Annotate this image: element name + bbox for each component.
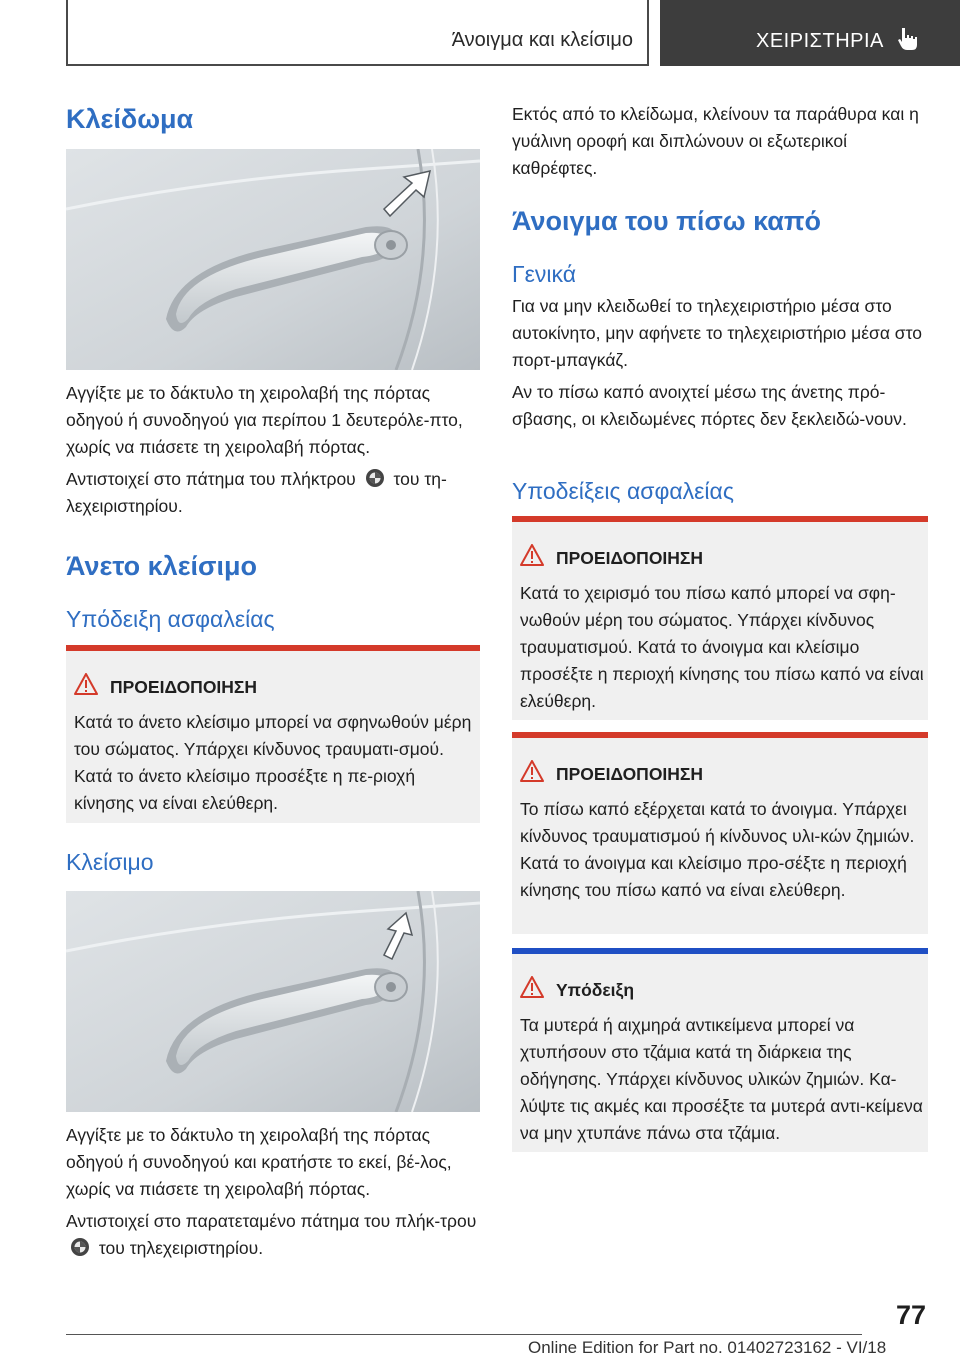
- paragraph-general-1: Για να μην κλειδωθεί το τηλεχειριστήριο μέσα στο αυτοκίνητο, μην αφήνετε το τηλεχειριστήριο μέσα στο πορτ-μπαγκάζ.: [512, 296, 923, 370]
- paragraph-locking-2a: Αντιστοιχεί στο πάτημα του πλήκτρου: [66, 469, 356, 489]
- remote-key-button-icon: [365, 468, 385, 488]
- remote-key-button-icon: [70, 1237, 90, 1257]
- heading-locking: Κλείδωμα: [66, 104, 194, 134]
- page-number: 77: [896, 1300, 927, 1330]
- paragraph-locking-2b: του τη-λεχειριστηρίου.: [66, 469, 447, 516]
- paragraph-closing-2: [66, 1208, 480, 1262]
- warning-title: ΠΡΟΕΙΔΟΠΟΙΗΣΗ: [110, 677, 258, 697]
- warning-box-tailgate-2: [512, 732, 928, 934]
- paragraph-closing-2a: Αντιστοιχεί στο παρατεταμένο πάτημα του πλήκ-τρου: [66, 1211, 477, 1231]
- header-chapter-box: [66, 0, 649, 66]
- warning-triangle-icon: [74, 673, 98, 695]
- heading-safety-notes: Υποδείξεις ασφαλείας: [512, 478, 734, 504]
- door-handle-photo-locking: [66, 149, 480, 370]
- footer-divider: [66, 1334, 862, 1335]
- note-title: Υπόδειξη: [556, 980, 635, 1000]
- section-title: ΧΕΙΡΙΣΤΗΡΙΑ: [756, 30, 884, 52]
- warning-text: Κατά το χειρισμό του πίσω καπό μπορεί να σφη-νωθούν μέρη του σώματος. Υπάρχει κίνδυνος τραυματισμού. Κατά το άνοιγμα και κλείσιμο προσέξτε η περιοχή κίνησης του πίσω καπό να είναι ελεύθερη.: [520, 583, 924, 711]
- footer-edition: Online Edition for Part no. 01402723162 - VI/18: [528, 1338, 887, 1357]
- paragraph-intro: Εκτός από το κλείδωμα, κλείνουν τα παράθυρα και η γυάλινη οροφή και διπλώνουν οι εξωτερικοί καθρέφτες.: [512, 104, 919, 178]
- paragraph-locking-1: Αγγίξτε με το δάκτυλο τη χειρολαβή της πόρτας οδηγού ή συνοδηγού για περίπου 1 δευτερόλε-πτο, χωρίς να πιάσετε τη χειρολαβή πόρτας.: [66, 383, 463, 457]
- paragraph-closing-1: Αγγίξτε με το δάκτυλο τη χειρολαβή της πόρτας οδηγού ή συνοδηγού και κρατήστε το εκεί, βέ-λος, χωρίς να πιάσετε τη χειρολαβή πόρτας.: [66, 1125, 452, 1199]
- warning-box-tailgate-1: [512, 516, 928, 720]
- warning-title: ΠΡΟΕΙΔΟΠΟΙΗΣΗ: [556, 548, 704, 568]
- heading-general: Γενικά: [512, 261, 577, 287]
- chapter-title: Άνοιγμα και κλείσιμο: [451, 29, 633, 51]
- paragraph-closing-2b: του τηλεχειριστηρίου.: [98, 1238, 264, 1258]
- heading-tailgate-opening: Άνοιγμα του πίσω καπό: [512, 206, 822, 236]
- warning-triangle-icon: [520, 976, 544, 998]
- heading-safety-note: Υπόδειξη ασφαλείας: [66, 606, 275, 632]
- warning-triangle-icon: [520, 760, 544, 782]
- door-handle-photo-closing: [66, 891, 480, 1112]
- warning-text: Κατά το άνετο κλείσιμο μπορεί να σφηνωθούν μέρη του σώματος. Υπάρχει κίνδυνος τραυματι-σμού. Κατά το άνετο κλείσιμο προσέξτε η πε-ριοχή κίνησης να είναι ελεύθερη.: [74, 712, 472, 813]
- note-text: Τα μυτερά ή αιχμηρά αντικείμενα μπορεί να χτυπήσουν στο τζάμια κατά τη διάρκεια της οδήγησης. Υπάρχει κίνδυνος υλικών ζημιών. Κα-λύψτε τις ακμές και προσέξτε τα μυτερά αντι-κείμενα να μην χτυπάνε πάνω στα τζάμια.: [520, 1015, 923, 1143]
- warning-title: ΠΡΟΕΙΔΟΠΟΙΗΣΗ: [556, 764, 704, 784]
- header-section-box: [660, 0, 960, 66]
- heading-comfort-closing: Άνετο κλείσιμο: [66, 551, 257, 581]
- warning-triangle-icon: [520, 544, 544, 566]
- paragraph-locking-2: [66, 466, 480, 520]
- warning-text: Το πίσω καπό εξέρχεται κατά το άνοιγμα. Υπάρχει κίνδυνος τραυματισμού ή κίνδυνος υλι-κών ζημιών. Κατά το άνοιγμα και κλείσιμο προ-σέξτε η περιοχή κίνησης του πίσω καπό να είναι ελεύθερη.: [520, 799, 915, 900]
- note-box-sharp-objects: [512, 948, 928, 1152]
- heading-closing: Κλείσιμο: [66, 849, 154, 875]
- pointing-hand-icon: [896, 26, 922, 52]
- paragraph-general-2: Αν το πίσω καπό ανοιχτεί μέσω της άνετης πρό-σβασης, οι κλειδωμένες πόρτες δεν ξεκλειδώ-νουν.: [512, 382, 907, 429]
- warning-box-comfort: [66, 645, 480, 823]
